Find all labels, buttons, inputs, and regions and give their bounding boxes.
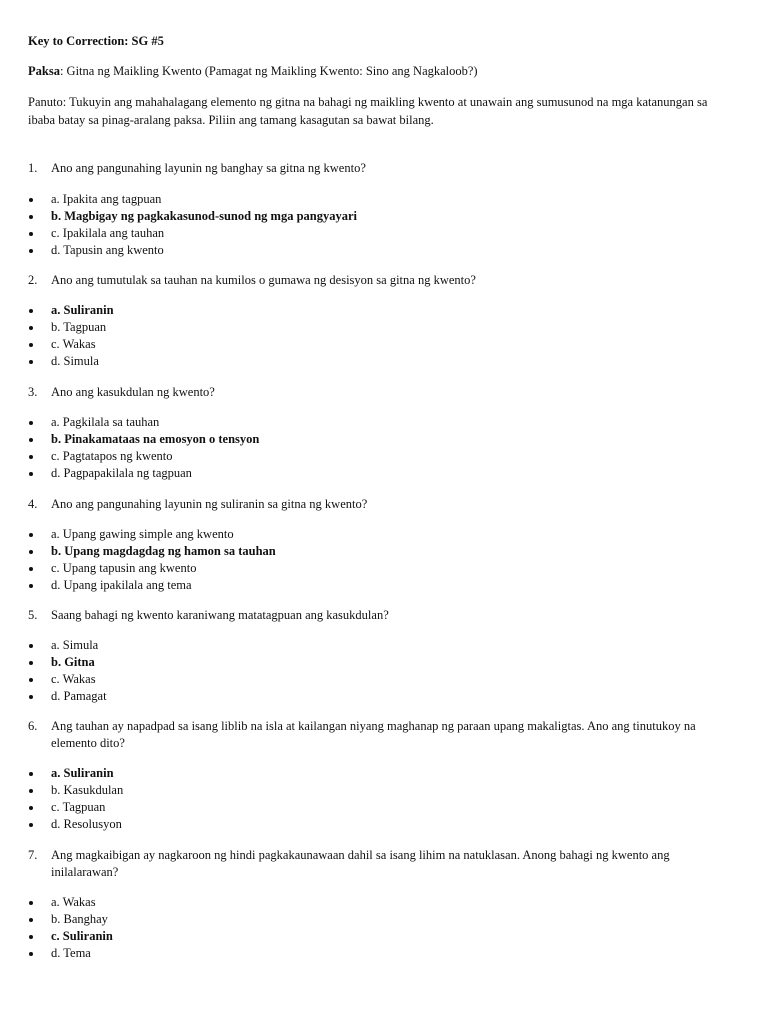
options-list-2 [28, 302, 114, 370]
option-item: c. Wakas [28, 336, 114, 353]
question-number: 5. [28, 608, 38, 622]
question-4 [28, 496, 718, 513]
options-list-3 [28, 414, 259, 482]
question-7 [28, 847, 718, 881]
question-number: 7. [28, 848, 38, 862]
option-item: c. Tagpuan [28, 799, 123, 816]
option-item: b. Kasukdulan [28, 782, 123, 799]
question-text: Ano ang pangunahing layunin ng suliranin sa gitna ng kwento? [51, 497, 368, 511]
question-1 [28, 160, 718, 177]
question-2 [28, 272, 718, 289]
options-list-4 [28, 526, 276, 594]
option-item: c. Upang tapusin ang kwento [28, 560, 276, 577]
option-item: c. Ipakilala ang tauhan [28, 225, 357, 242]
question-3 [28, 384, 718, 401]
option-item: d. Tapusin ang kwento [28, 242, 357, 259]
correct-option-item: c. Suliranin [28, 928, 113, 945]
instructions: Panuto: Tukuyin ang mahahalagang elemento ng gitna na bahagi ng maikling kwento at unawain ang sumusunod na mga katanungan sa ibaba batay sa pinag-aralang paksa. Piliin ang tamang kasagutan sa bawat bilang. [28, 95, 708, 127]
option-item: a. Ipakita ang tagpuan [28, 191, 357, 208]
option-item: a. Wakas [28, 894, 113, 911]
options-list-5 [28, 637, 107, 705]
question-6 [28, 718, 718, 752]
question-number: 3. [28, 385, 38, 399]
question-text: Ano ang kasukdulan ng kwento? [51, 385, 215, 399]
correct-option-item: b. Magbigay ng pagkakasunod-sunod ng mga pangyayari [28, 208, 357, 225]
question-number: 2. [28, 273, 38, 287]
question-text: Ang tauhan ay napadpad sa isang liblib na isla at kailangan niyang maghanap ng paraan upang makaligtas. Ano ang tinutukoy na elemento dito? [51, 719, 696, 750]
document-title: Key to Correction: SG #5 [28, 34, 164, 48]
option-item: d. Tema [28, 945, 113, 962]
correct-option-item: a. Suliranin [28, 765, 123, 782]
question-text: Ano ang pangunahing layunin ng banghay sa gitna ng kwento? [51, 161, 366, 175]
correct-option-item: b. Gitna [28, 654, 107, 671]
option-item: c. Wakas [28, 671, 107, 688]
question-5 [28, 607, 718, 624]
option-item: d. Pagpapakilala ng tagpuan [28, 465, 259, 482]
option-item: a. Upang gawing simple ang kwento [28, 526, 276, 543]
question-number: 1. [28, 161, 38, 175]
correct-option-item: b. Pinakamataas na emosyon o tensyon [28, 431, 259, 448]
question-number: 6. [28, 719, 38, 733]
option-item: d. Pamagat [28, 688, 107, 705]
option-item: d. Simula [28, 353, 114, 370]
option-item: b. Banghay [28, 911, 113, 928]
option-item: b. Tagpuan [28, 319, 114, 336]
options-list-1 [28, 191, 357, 259]
option-item: c. Pagtatapos ng kwento [28, 448, 259, 465]
option-item: a. Pagkilala sa tauhan [28, 414, 259, 431]
correct-option-item: a. Suliranin [28, 302, 114, 319]
options-list-7 [28, 894, 113, 962]
topic-line [28, 64, 478, 79]
option-item: d. Resolusyon [28, 816, 123, 833]
question-number: 4. [28, 497, 38, 511]
question-text: Ano ang tumutulak sa tauhan na kumilos o gumawa ng desisyon sa gitna ng kwento? [51, 273, 476, 287]
topic-text: : Gitna ng Maikling Kwento (Pamagat ng Maikling Kwento: Sino ang Nagkaloob?) [59, 64, 478, 78]
correct-option-item: b. Upang magdagdag ng hamon sa tauhan [28, 543, 276, 560]
question-text: Saang bahagi ng kwento karaniwang matatagpuan ang kasukdulan? [51, 608, 389, 622]
options-list-6 [28, 765, 123, 833]
question-text: Ang magkaibigan ay nagkaroon ng hindi pagkakaunawaan dahil sa isang lihim na natuklasan. Anong bahagi ng kwento ang inilalarawan? [51, 848, 670, 879]
option-item: d. Upang ipakilala ang tema [28, 577, 276, 594]
topic-label: Paksa [28, 64, 60, 78]
option-item: a. Simula [28, 637, 107, 654]
